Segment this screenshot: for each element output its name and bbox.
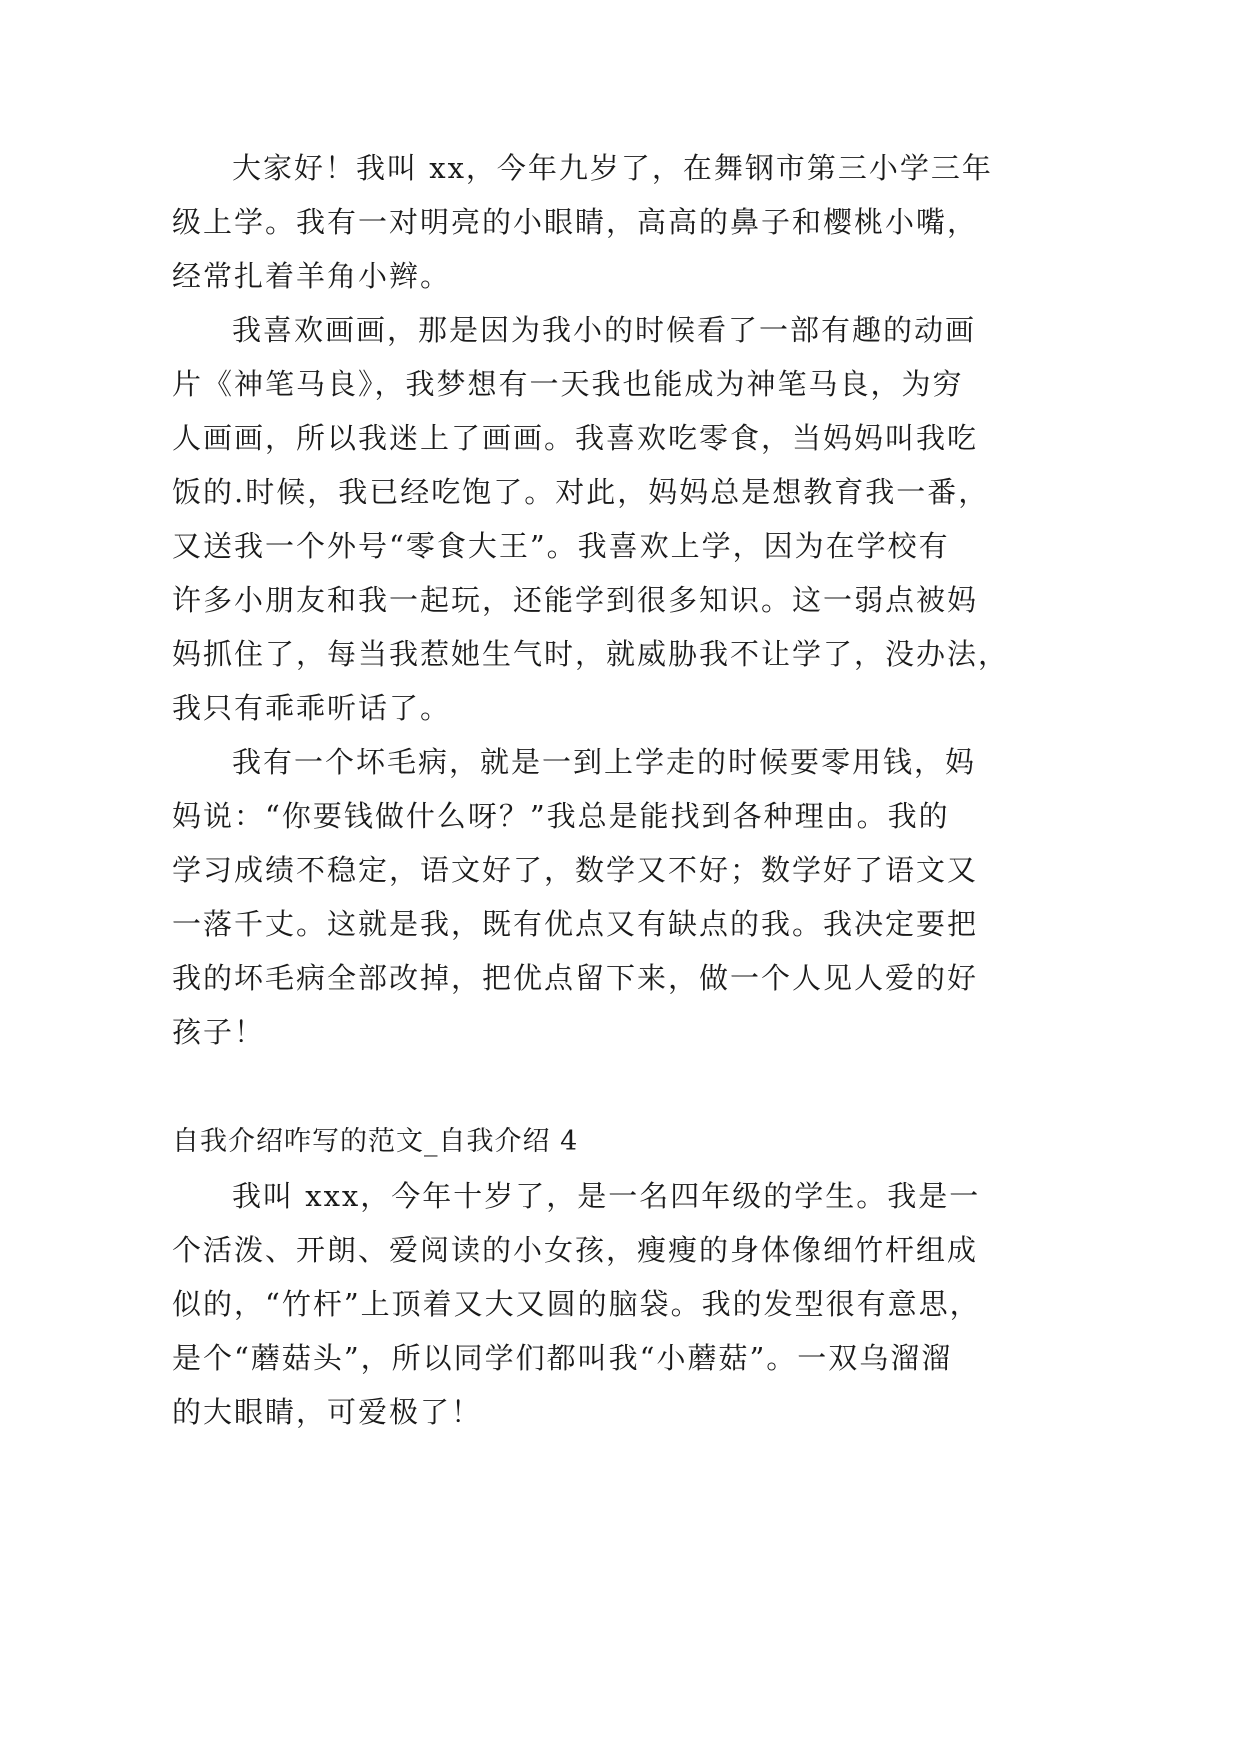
section-heading: 自我介绍咋写的范文_自我介绍 4 — [172, 1126, 579, 1157]
paragraph-line: 级上学。我有一对明亮的小眼睛，高高的鼻子和樱桃小嘴， — [172, 205, 979, 239]
paragraph-line: 妈抓住了，每当我惹她生气时，就威胁我不让学了，没办法， — [172, 637, 1010, 671]
paragraph-line: 一落千丈。这就是我，既有优点又有缺点的我。我决定要把 — [172, 907, 979, 941]
paragraph-line: 许多小朋友和我一起玩，还能学到很多知识。这一弱点被妈 — [172, 583, 979, 617]
paragraph-line: 我喜欢画画，那是因为我小的时候看了一部有趣的动画 — [232, 313, 977, 347]
paragraph-line: 我叫 xxx，今年十岁了，是一名四年级的学生。我是一 — [232, 1179, 981, 1213]
paragraph-line: 个活泼、开朗、爱阅读的小女孩，瘦瘦的身体像细竹杆组成 — [172, 1233, 979, 1267]
paragraph-line: 的大眼睛，可爱极了！ — [172, 1395, 483, 1429]
paragraph-line: 又送我一个外号“零食大王”。我喜欢上学，因为在学校有 — [172, 529, 950, 563]
paragraph-line: 人画画，所以我迷上了画画。我喜欢吃零食，当妈妈叫我吃 — [172, 421, 979, 455]
paragraph-line: 似的，“竹杆”上顶着又大又圆的脑袋。我的发型很有意思， — [172, 1287, 981, 1321]
paragraph-line: 学习成绩不稳定，语文好了，数学又不好；数学好了语文又 — [172, 853, 979, 887]
paragraph-line: 妈说：“你要钱做什么呀？”我总是能找到各种理由。我的 — [172, 799, 950, 833]
paragraph-line: 孩子！ — [172, 1015, 266, 1049]
paragraph-line: 经常扎着羊角小辫。 — [172, 259, 452, 293]
paragraph-line: 我的坏毛病全部改掉，把优点留下来，做一个人见人爱的好 — [172, 961, 979, 995]
paragraph-line: 片《神笔马良》，我梦想有一天我也能成为神笔马良，为穷 — [172, 367, 964, 401]
paragraph-line: 大家好！我叫 xx，今年九岁了，在舞钢市第三小学三年 — [232, 151, 993, 185]
paragraph-line: 我有一个坏毛病，就是一到上学走的时候要零用钱，妈 — [232, 745, 977, 779]
paragraph-line: 是个“蘑菇头”，所以同学们都叫我“小蘑菇”。一双乌溜溜 — [172, 1341, 953, 1375]
paragraph-line: 饭的.时候，我已经吃饱了。对此，妈妈总是想教育我一番， — [172, 475, 990, 509]
paragraph-line: 我只有乖乖听话了。 — [172, 691, 452, 725]
